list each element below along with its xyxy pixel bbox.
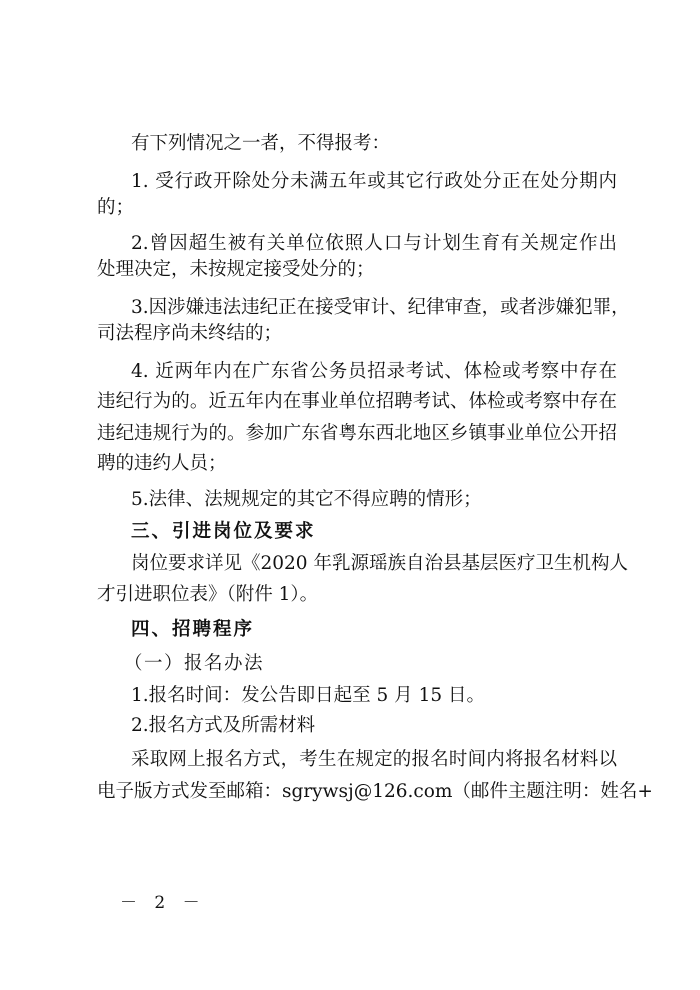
requirements-line-2: 才引进职位表》（附件 1）。 xyxy=(97,584,319,605)
registration-time: 1.报名时间：发公告即日起至 5 月 15 日。 xyxy=(131,685,485,706)
registration-method: 2.报名方式及所需材料 xyxy=(131,715,316,736)
list-item-4-line-3: 违纪违规行为的。参加广东省粤东西北地区乡镇事业单位公开招 xyxy=(97,423,617,444)
online-registration-line-2: 电子版方式发至邮箱：sgrywsj@126.com（邮件主题注明：姓名+ xyxy=(97,781,653,802)
list-item-3-line-1: 3.因涉嫌违法违纪正在接受审计、纪律审查，或者涉嫌犯罪， xyxy=(131,297,630,318)
list-item-2-line-1: 2.曾因超生被有关单位依照人口与计划生育有关规定作出 xyxy=(131,233,617,254)
subsection-heading-1: （一）报名办法 xyxy=(124,653,265,674)
section-heading-3: 三、引进岗位及要求 xyxy=(131,521,316,542)
list-item-5: 5.法律、法规规定的其它不得应聘的情形； xyxy=(131,489,482,510)
list-item-4-line-2: 违纪行为的。近五年内在事业单位招聘考试、体检或考察中存在 xyxy=(97,391,617,412)
list-item-1-line-1: 1. 受行政开除处分未满五年或其它行政处分正在处分期内 xyxy=(131,171,617,192)
list-item-4-line-4: 聘的违约人员； xyxy=(97,453,227,474)
online-registration-line-1: 采取网上报名方式，考生在规定的报名时间内将报名材料以 xyxy=(131,749,617,770)
list-item-1-line-2: 的； xyxy=(97,197,135,218)
intro-paragraph: 有下列情况之一者，不得报考： xyxy=(131,133,391,154)
section-heading-4: 四、招聘程序 xyxy=(131,619,255,640)
requirements-line-1: 岗位要求详见《2020 年乳源瑶族自治县基层医疗卫生机构人 xyxy=(131,553,628,574)
page-number: － 2 － xyxy=(120,893,206,913)
list-item-3-line-2: 司法程序尚未终结的； xyxy=(97,323,283,344)
list-item-2-line-2: 处理决定，未按规定接受处分的； xyxy=(97,259,375,280)
list-item-4-line-1: 4. 近两年内在广东省公务员招录考试、体检或考察中存在 xyxy=(131,361,617,382)
